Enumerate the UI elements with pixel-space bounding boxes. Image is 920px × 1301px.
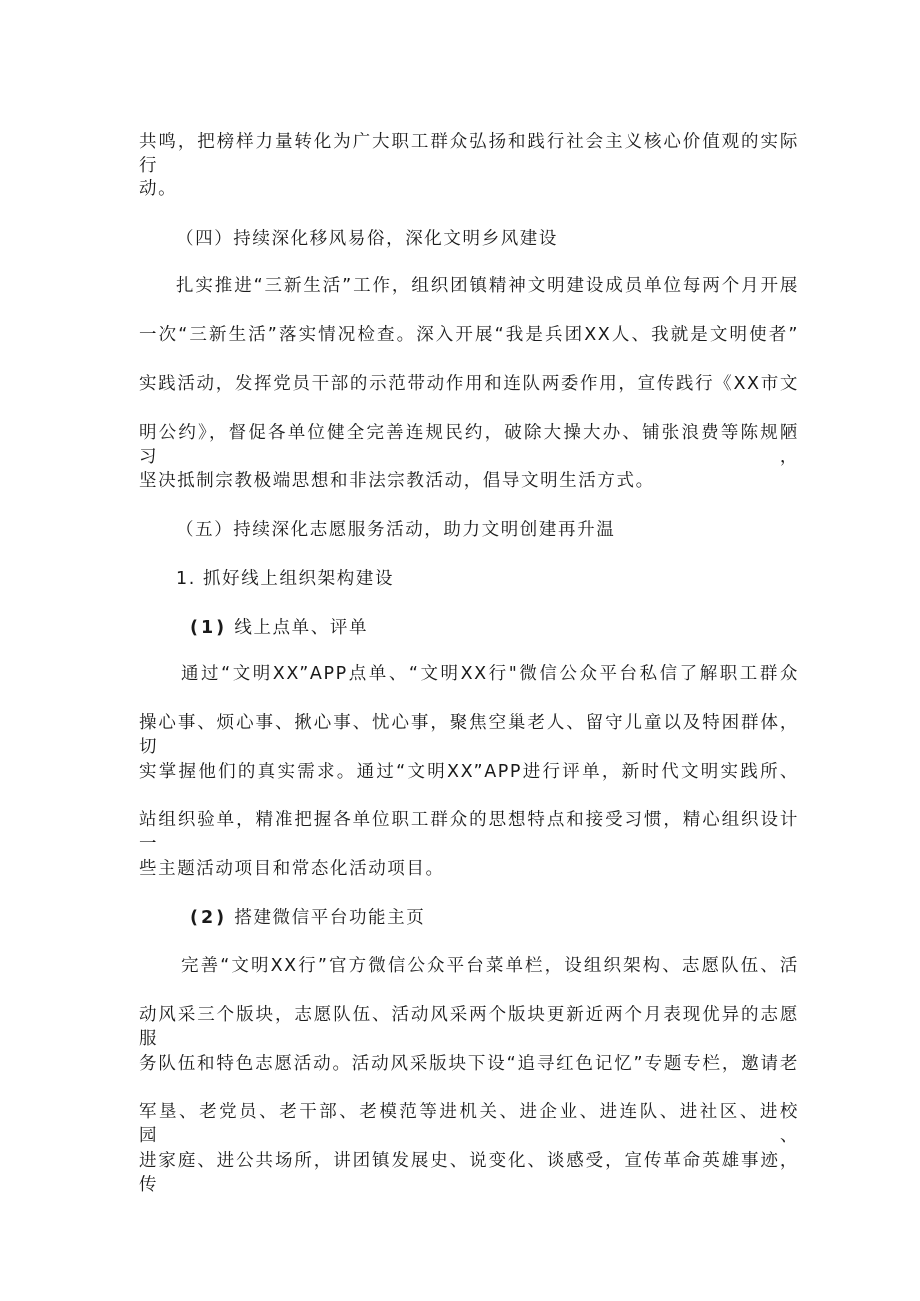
item-heading-1 (190, 616, 799, 640)
item-number: (1) (190, 618, 228, 638)
paragraph-line: 进家庭、进公共场所，讲团镇发展史、说变化、谈感受，宣传革命英雄事迹，传 (139, 1151, 799, 1195)
paragraph-line: 动。 (139, 179, 178, 199)
paragraph-line: 动风采三个版块，志愿队伍、活动风采两个版块更新近两个月表现优异的志愿服 (139, 1005, 799, 1049)
paragraph-line: 实掌握他们的真实需求。通过“文明XX”APP进行评单，新时代文明实践所、 (139, 762, 799, 782)
paragraph-line: 坚决抵制宗教极端思想和非法宗教活动，倡导文明生活方式。 (139, 471, 655, 491)
paragraph-line: 一次“三新生活”落实情况检查。深入开展“我是兵团XX人、我就是文明使者” (139, 325, 799, 345)
paragraph-line: 军垦、老党员、老干部、老模范等进机关、进企业、进连队、进社区、进校园、 (139, 1102, 799, 1146)
item-number: (2) (190, 908, 228, 928)
paragraph-line: 实践活动，发挥党员干部的示范带动作用和连队两委作用，宣传践行《XX市文 (139, 374, 799, 394)
paragraph-line: 务队伍和特色志愿活动。活动风采版块下设“追寻红色记忆”专题专栏，邀请老 (139, 1054, 799, 1074)
paragraph-line: 完善“文明XX行”官方微信公众平台菜单栏，设组织架构、志愿队伍、活 (181, 956, 799, 976)
paragraph-line: 站组织验单，精准把握各单位职工群众的思想特点和接受习惯，精心组织设计一 (139, 810, 799, 854)
item-title: 搭建微信平台功能主页 (234, 908, 426, 928)
item-title: 线上点单、评单 (234, 618, 369, 638)
section-heading-4: （四）持续深化移风易俗，深化文明乡风建设 (176, 229, 558, 249)
paragraph-line: 扎实推进“三新生活”工作，组织团镇精神文明建设成员单位每两个月开展 (176, 276, 799, 296)
section-heading-5: （五）持续深化志愿服务活动，助力文明创建再升温 (176, 520, 616, 540)
paragraph-line: 操心事、烦心事、揪心事、忧心事，聚焦空巢老人、留守儿童以及特困群体，切 (139, 713, 799, 757)
paragraph-line: 些主题活动项目和常态化活动项目。 (139, 859, 445, 879)
paragraph-line: 通过“文明XX”APP点单、“文明XX行"微信公众平台私信了解职工群众 (181, 664, 799, 684)
paragraph-line: 明公约》，督促各单位健全完善连规民约，破除大操大办、铺张浪费等陈规陋习， (139, 423, 799, 467)
subsection-heading-1: 1. 抓好线上组织架构建设 (176, 569, 395, 589)
paragraph-line: 共鸣，把榜样力量转化为广大职工群众弘扬和践行社会主义核心价值观的实际行 (139, 132, 799, 176)
item-heading-2 (190, 906, 799, 930)
